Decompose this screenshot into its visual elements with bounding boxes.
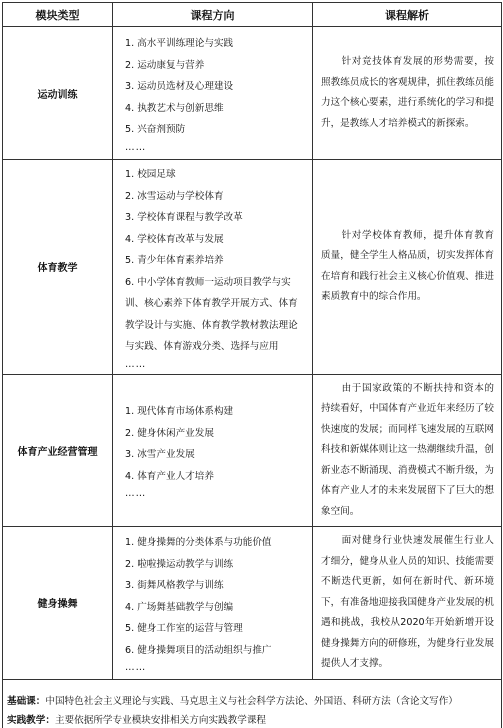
- course-list-cell: [113, 374, 313, 527]
- table-row: [3, 160, 502, 375]
- list-item: 6. 健身操舞项目的活动组织与推广: [125, 644, 272, 656]
- list-item: 2. 健身休闲产业发展: [125, 427, 214, 439]
- list-item: 3. 运动员选材及心理建设: [125, 81, 234, 93]
- analysis-cell: [313, 374, 502, 527]
- list-item: 3. 冰雪产业发展: [125, 449, 195, 461]
- basic-course-text: 中国特色社会主义理论与实践、马克思主义与社会科学方法论、外国语、科研方法（含论文写作）: [45, 696, 458, 707]
- practice-line: [7, 711, 497, 728]
- analysis-text: 面对健身行业快速发展催生行业人才细分，健身从业人员的知识、技能需要不断迭代更新，如何在新时代、新环境下，有准备地迎接我国健身产业发展的机遇和挑战，我校从2020年开始新增开设健身操舞方向的研修班，为健身行业发展提供人才支撑。: [321, 535, 494, 669]
- header-row: [3, 3, 502, 27]
- ellipsis: ……: [125, 488, 147, 500]
- course-list-cell: [113, 160, 313, 375]
- basic-course-label: 基础课：: [7, 696, 46, 707]
- course-list-cell: [113, 27, 313, 160]
- list-item: 3. 学校体育课程与教学改革: [125, 212, 243, 223]
- list-item: 4. 广场舞基础教学与创编: [125, 601, 234, 613]
- list-item: 6. 中小学体育教师一运动项目教学与实训、核心素养下体育教学开展方式、体育教学设计与实施、体育教学教材教法理论与实践、体育游戏分类、选择与应用: [125, 276, 298, 352]
- list-item: 5. 青少年体育素养培养: [125, 255, 224, 266]
- analysis-cell: [313, 27, 502, 160]
- analysis-cell: [313, 527, 502, 680]
- module-type-cell: 体育产业经营管理: [3, 374, 113, 527]
- analysis-text: 由于国家政策的不断扶持和资本的持续看好，中国体育产业近年来经历了较快速度的发展；而同样飞速发展的互联网科技和新媒体则让这一热潮继续升温，创新业态不断涌现、消费模式不断升级，为体育产业人才的未来发展留下了巨大的想象空间。: [321, 382, 494, 517]
- header-course-analysis: 课程解析: [313, 3, 502, 27]
- course-table: [2, 2, 502, 728]
- basic-course-line: [7, 692, 497, 711]
- table-row: [3, 27, 502, 160]
- header-module-type: 模块类型: [3, 3, 113, 27]
- module-type-cell: 体育教学: [3, 160, 113, 375]
- list-item: 2. 冰雪运动与学校体育: [125, 190, 224, 202]
- analysis-cell: [313, 160, 502, 375]
- list-item: 4. 执教艺术与创新思维: [125, 102, 224, 114]
- module-type-cell: 运动训练: [3, 27, 113, 160]
- practice-label: 实践教学：: [7, 715, 55, 726]
- list-item: 1. 校园足球: [125, 169, 176, 180]
- list-item: 2. 啦啦操运动教学与训练: [125, 558, 234, 570]
- course-list-cell: [113, 527, 313, 680]
- list-item: 5. 健身工作室的运营与管理: [125, 623, 243, 635]
- list-item: 4. 学校体育改革与发展: [125, 233, 224, 245]
- list-item: 1. 健身操舞的分类体系与功能价值: [125, 537, 272, 549]
- list-item: 2. 运动康复与营养: [125, 59, 205, 71]
- list-item: 5. 兴奋剂预防: [125, 124, 186, 136]
- table-row: [3, 527, 502, 680]
- ellipsis: ……: [125, 662, 147, 674]
- module-type-cell: 健身操舞: [3, 527, 113, 680]
- ellipsis: ……: [125, 358, 147, 370]
- ellipsis: ……: [125, 141, 147, 153]
- practice-text: 主要依据所学专业模块安排相关方向实践教学课程: [54, 715, 267, 726]
- list-item: 1. 高水平训练理论与实践: [125, 38, 234, 50]
- list-item: 4. 体育产业人才培养: [125, 470, 214, 482]
- table-row: [3, 374, 502, 527]
- footer-cell: [3, 679, 502, 728]
- list-item: 1. 现代体育市场体系构建: [125, 406, 234, 418]
- footer-row: [3, 679, 502, 728]
- header-course-direction: 课程方向: [113, 3, 313, 27]
- list-item: 3. 街舞风格教学与训练: [125, 580, 224, 592]
- analysis-text: 针对竞技体育发展的形势需要，按照教练员成长的客观规律，抓住教练员能力这个核心要素，进行系统化的学习和提升，是教练人才培养模式的新探索。: [321, 56, 494, 129]
- analysis-text: 针对学校体育教师，提升体育教育质量，健全学生人格品质，切实发挥体育在培育和践行社会主义核心价值观、推进素质教育中的综合作用。: [321, 229, 494, 303]
